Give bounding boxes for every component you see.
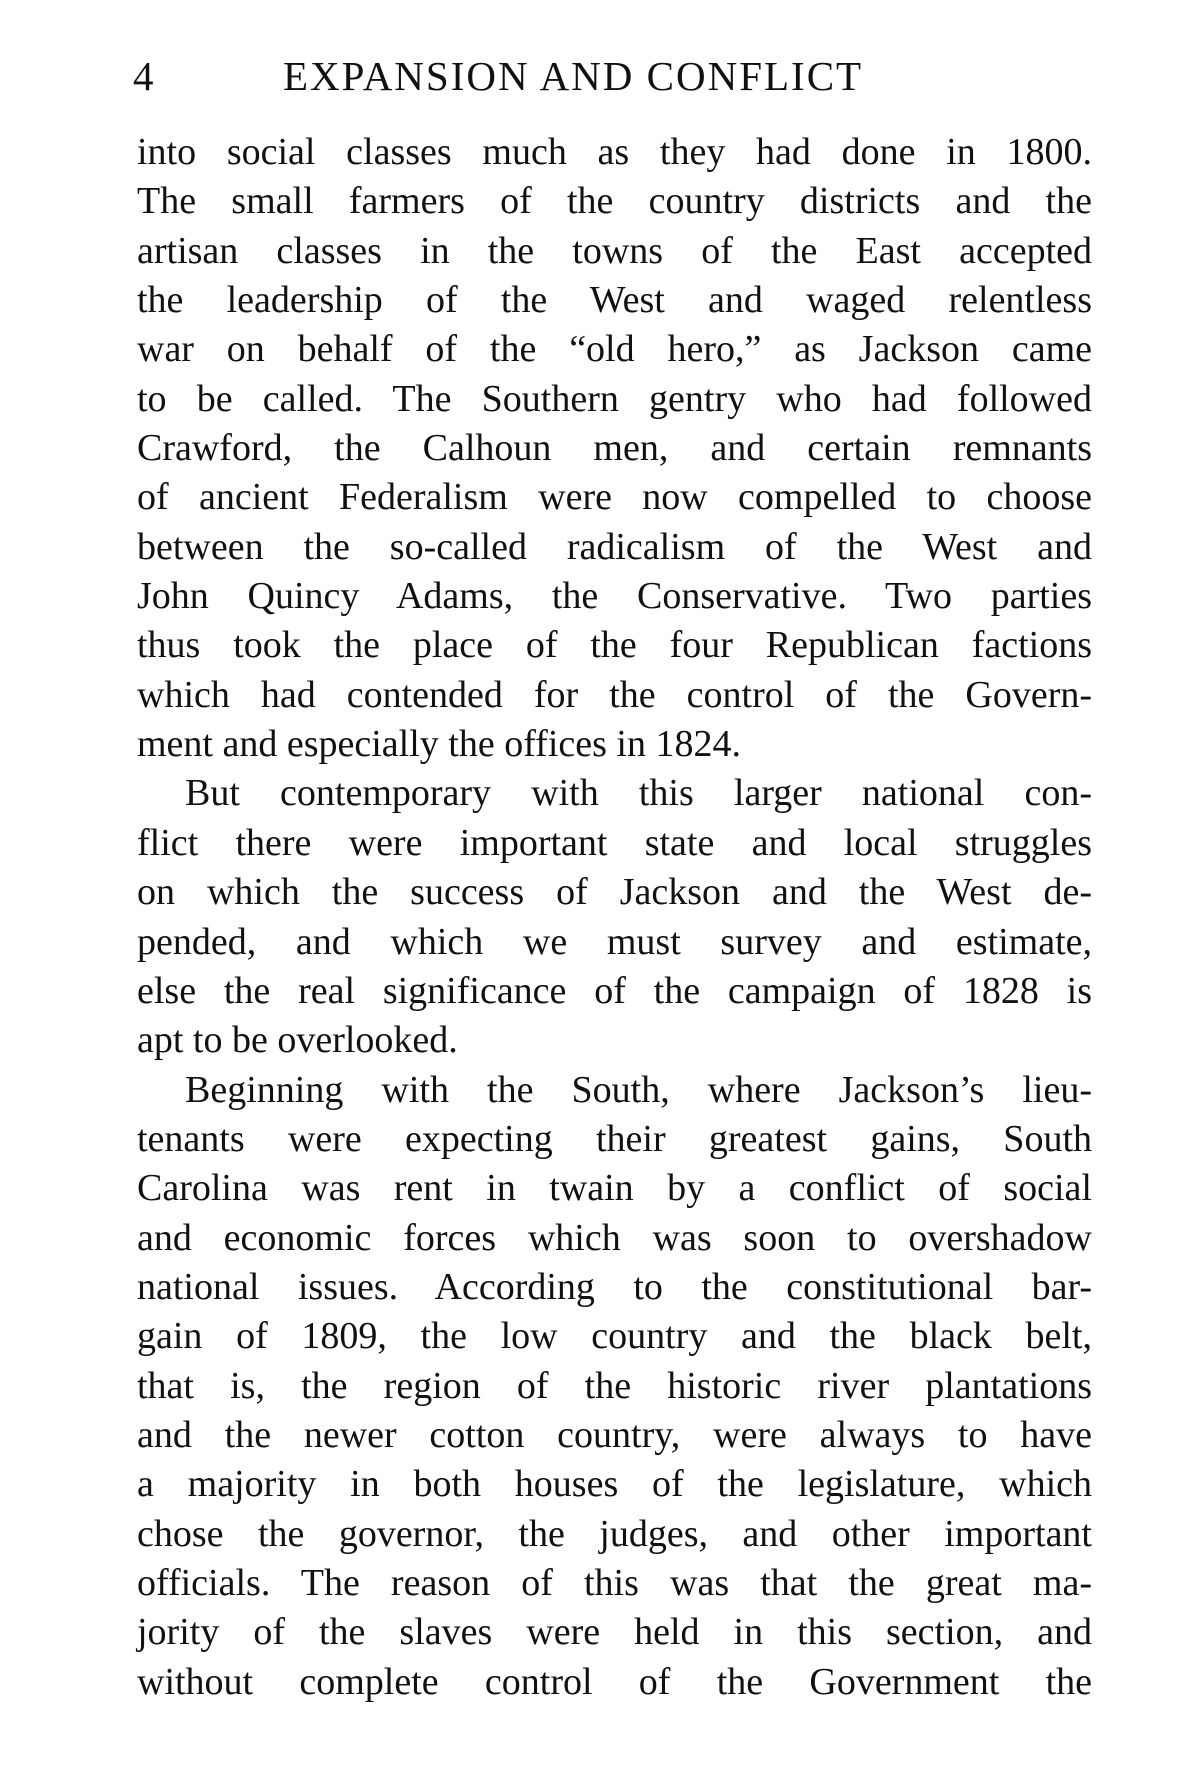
text-line: that is, the region of the historic river plantations [137, 1364, 1092, 1407]
text-line: without complete control of the Government the [137, 1660, 1092, 1703]
text-line: which had contended for the control of the Govern- [137, 673, 1092, 716]
text-line: artisan classes in the towns of the East accepted [137, 229, 1092, 272]
text-line: gain of 1809, the low country and the black belt, [137, 1315, 1092, 1358]
text-line: of ancient Federalism were now compelled to choose [137, 476, 1092, 519]
text-line: Crawford, the Calhoun men, and certain remnants [137, 427, 1092, 470]
text-line: national issues. According to the constitutional bar- [137, 1265, 1092, 1308]
text-line: war on behalf of the “old hero,” as Jackson came [137, 328, 1092, 371]
text-line: apt to be overlooked. [137, 1019, 458, 1062]
text-line: Carolina was rent in twain by a conflict of social [137, 1167, 1092, 1210]
text-line: John Quincy Adams, the Conservative. Two parties [137, 575, 1092, 618]
text-line: into social classes much as they had done in 1800. [137, 131, 1092, 173]
text-line: But contemporary with this larger national con- [185, 772, 1092, 815]
text-line: else the real significance of the campaign of 1828 is [137, 969, 1092, 1012]
text-line: the leadership of the West and waged relentless [137, 279, 1092, 322]
text-line: chose the governor, the judges, and other important [137, 1512, 1092, 1555]
text-line: flict there were important state and local struggles [137, 821, 1092, 864]
text-line: and the newer cotton country, were always to have [137, 1413, 1092, 1456]
text-line: on which the success of Jackson and the West de- [137, 871, 1092, 914]
text-line: a majority in both houses of the legislature, which [137, 1463, 1092, 1506]
text-line: and economic forces which was soon to overshadow [137, 1216, 1092, 1259]
text-line: Beginning with the South, where Jackson’s lieu- [185, 1068, 1092, 1111]
text-line: officials. The reason of this was that the great ma- [137, 1561, 1092, 1604]
text-line: to be called. The Southern gentry who had followed [137, 377, 1092, 420]
running-title: EXPANSION AND CONFLICT [283, 53, 864, 99]
page-number: 4 [133, 53, 155, 99]
text-line: pended, and which we must survey and estimate, [137, 920, 1092, 963]
running-head [133, 52, 1093, 112]
body-text [137, 128, 1092, 1707]
text-line: jority of the slaves were held in this section, and [137, 1611, 1092, 1654]
text-line: tenants were expecting their greatest gains, South [137, 1117, 1092, 1160]
text-line: The small farmers of the country districts and the [137, 180, 1092, 223]
text-line: between the so-called radicalism of the West and [137, 525, 1092, 568]
text-line: ment and especially the offices in 1824. [137, 723, 741, 766]
text-line: thus took the place of the four Republican factions [137, 624, 1092, 667]
